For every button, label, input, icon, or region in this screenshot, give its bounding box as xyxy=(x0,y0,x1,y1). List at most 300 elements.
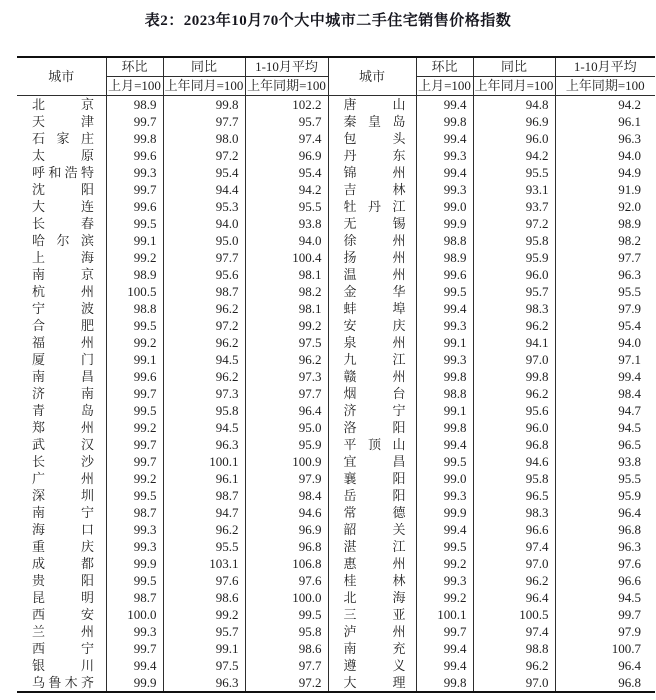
value-cell: 99.1 xyxy=(106,351,163,368)
value-cell: 99.6 xyxy=(106,368,163,385)
city-cell xyxy=(328,164,416,181)
table-row xyxy=(17,487,655,504)
city-cell xyxy=(328,674,416,692)
table-row xyxy=(17,657,655,674)
city-cell xyxy=(17,215,106,232)
city-cell xyxy=(17,198,106,215)
value-cell: 99.7 xyxy=(106,385,163,402)
value-cell: 95.4 xyxy=(245,164,328,181)
value-cell: 98.9 xyxy=(106,96,163,114)
value-cell: 99.2 xyxy=(106,334,163,351)
value-cell: 94.0 xyxy=(555,334,655,351)
table-row xyxy=(17,351,655,368)
subheader-yoy-base-left: 上年同月=100 xyxy=(163,77,245,96)
table-row xyxy=(17,589,655,606)
city-cell xyxy=(328,640,416,657)
city-name: 武 汉 xyxy=(32,437,94,452)
value-cell: 99.5 xyxy=(106,317,163,334)
city-cell xyxy=(328,402,416,419)
city-cell xyxy=(17,402,106,419)
value-cell: 99.9 xyxy=(416,215,473,232)
city-name: 成 都 xyxy=(32,556,94,571)
value-cell: 94.0 xyxy=(245,232,328,249)
table-row xyxy=(17,674,655,692)
value-cell: 97.2 xyxy=(163,317,245,334)
table-row xyxy=(17,147,655,164)
header-row-main xyxy=(17,57,655,77)
value-cell: 94.5 xyxy=(163,419,245,436)
city-cell xyxy=(17,317,106,334)
value-cell: 94.2 xyxy=(555,96,655,114)
table-row xyxy=(17,283,655,300)
value-cell: 96.2 xyxy=(473,572,555,589)
value-cell: 95.7 xyxy=(163,623,245,640)
value-cell: 97.9 xyxy=(555,300,655,317)
table-row xyxy=(17,385,655,402)
city-cell xyxy=(17,249,106,266)
value-cell: 100.1 xyxy=(163,453,245,470)
value-cell: 99.1 xyxy=(416,334,473,351)
value-cell: 99.4 xyxy=(555,368,655,385)
value-cell: 99.8 xyxy=(473,368,555,385)
city-name: 天 津 xyxy=(32,114,94,129)
value-cell: 95.8 xyxy=(473,232,555,249)
city-name: 温 州 xyxy=(343,267,406,282)
table-body xyxy=(17,96,655,693)
header-mom-left: 环比 xyxy=(106,57,163,77)
value-cell: 96.2 xyxy=(473,657,555,674)
value-cell: 97.9 xyxy=(555,623,655,640)
value-cell: 106.8 xyxy=(245,555,328,572)
value-cell: 99.7 xyxy=(106,640,163,657)
table-row xyxy=(17,572,655,589)
city-cell xyxy=(17,130,106,147)
value-cell: 99.4 xyxy=(416,164,473,181)
value-cell: 99.4 xyxy=(416,130,473,147)
value-cell: 95.8 xyxy=(473,470,555,487)
city-cell xyxy=(17,589,106,606)
city-name: 沈 阳 xyxy=(32,182,94,197)
value-cell: 94.6 xyxy=(473,453,555,470)
table-row xyxy=(17,504,655,521)
city-name: 哈 尔 滨 xyxy=(32,233,94,248)
table-row xyxy=(17,623,655,640)
value-cell: 95.4 xyxy=(555,317,655,334)
value-cell: 97.3 xyxy=(163,385,245,402)
value-cell: 95.3 xyxy=(163,198,245,215)
value-cell: 97.1 xyxy=(555,351,655,368)
table-row xyxy=(17,181,655,198)
value-cell: 97.7 xyxy=(245,657,328,674)
city-name: 常 德 xyxy=(343,505,406,520)
city-name: 兰 州 xyxy=(32,624,94,639)
value-cell: 99.1 xyxy=(416,402,473,419)
value-cell: 96.4 xyxy=(473,589,555,606)
value-cell: 93.8 xyxy=(245,215,328,232)
value-cell: 99.5 xyxy=(106,572,163,589)
table-row xyxy=(17,198,655,215)
city-cell xyxy=(328,249,416,266)
value-cell: 96.0 xyxy=(473,419,555,436)
value-cell: 97.6 xyxy=(555,555,655,572)
value-cell: 94.7 xyxy=(555,402,655,419)
value-cell: 98.9 xyxy=(555,215,655,232)
value-cell: 98.2 xyxy=(245,283,328,300)
value-cell: 99.0 xyxy=(416,198,473,215)
value-cell: 97.0 xyxy=(473,351,555,368)
city-name: 无 锡 xyxy=(343,216,406,231)
value-cell: 96.9 xyxy=(245,147,328,164)
city-name: 南 京 xyxy=(32,267,94,282)
city-name: 北 海 xyxy=(343,590,406,605)
city-cell xyxy=(17,538,106,555)
city-cell xyxy=(328,538,416,555)
value-cell: 99.2 xyxy=(106,419,163,436)
value-cell: 99.2 xyxy=(106,470,163,487)
value-cell: 99.3 xyxy=(106,164,163,181)
city-name: 济 宁 xyxy=(343,403,406,418)
value-cell: 98.7 xyxy=(163,487,245,504)
value-cell: 99.8 xyxy=(106,130,163,147)
city-cell xyxy=(17,640,106,657)
value-cell: 96.3 xyxy=(555,538,655,555)
value-cell: 97.0 xyxy=(473,555,555,572)
city-cell xyxy=(17,164,106,181)
city-cell xyxy=(328,606,416,623)
value-cell: 97.9 xyxy=(245,470,328,487)
value-cell: 97.4 xyxy=(473,623,555,640)
value-cell: 99.5 xyxy=(106,487,163,504)
city-name: 唐 山 xyxy=(343,97,406,112)
city-name: 牡 丹 江 xyxy=(343,199,406,214)
value-cell: 98.6 xyxy=(245,640,328,657)
value-cell: 94.5 xyxy=(555,419,655,436)
city-cell xyxy=(328,113,416,130)
value-cell: 98.9 xyxy=(106,266,163,283)
value-cell: 99.8 xyxy=(416,674,473,692)
city-cell xyxy=(328,504,416,521)
city-name: 呼 和 浩 特 xyxy=(32,165,94,180)
value-cell: 99.6 xyxy=(416,266,473,283)
table-header xyxy=(17,57,655,96)
city-name: 惠 州 xyxy=(343,556,406,571)
city-cell xyxy=(328,181,416,198)
city-cell xyxy=(17,232,106,249)
city-name: 海 口 xyxy=(32,522,94,537)
table-row xyxy=(17,334,655,351)
city-cell xyxy=(17,181,106,198)
value-cell: 98.7 xyxy=(106,589,163,606)
value-cell: 96.3 xyxy=(163,674,245,692)
value-cell: 96.9 xyxy=(245,521,328,538)
value-cell: 97.4 xyxy=(245,130,328,147)
value-cell: 98.9 xyxy=(416,249,473,266)
city-name: 西 宁 xyxy=(32,641,94,656)
city-cell xyxy=(17,385,106,402)
city-name: 岳 阳 xyxy=(343,488,406,503)
city-cell xyxy=(328,300,416,317)
value-cell: 100.5 xyxy=(106,283,163,300)
value-cell: 96.2 xyxy=(163,521,245,538)
value-cell: 98.0 xyxy=(163,130,245,147)
value-cell: 99.7 xyxy=(106,453,163,470)
city-name: 西 安 xyxy=(32,607,94,622)
value-cell: 99.4 xyxy=(416,96,473,114)
value-cell: 99.3 xyxy=(416,317,473,334)
city-cell xyxy=(17,470,106,487)
value-cell: 99.7 xyxy=(106,436,163,453)
table-row xyxy=(17,113,655,130)
table-row xyxy=(17,402,655,419)
value-cell: 93.1 xyxy=(473,181,555,198)
city-name: 遵 义 xyxy=(343,658,406,673)
city-name: 锦 州 xyxy=(343,165,406,180)
value-cell: 99.5 xyxy=(416,453,473,470)
city-cell xyxy=(328,351,416,368)
value-cell: 99.5 xyxy=(106,215,163,232)
city-cell xyxy=(17,351,106,368)
city-name: 韶 关 xyxy=(343,522,406,537)
value-cell: 94.0 xyxy=(163,215,245,232)
table-row xyxy=(17,164,655,181)
table-row xyxy=(17,538,655,555)
table-row xyxy=(17,470,655,487)
city-name: 吉 林 xyxy=(343,182,406,197)
city-name: 郑 州 xyxy=(32,420,94,435)
value-cell: 99.1 xyxy=(163,640,245,657)
value-cell: 100.5 xyxy=(473,606,555,623)
header-city-left: 城市 xyxy=(17,57,106,96)
value-cell: 99.7 xyxy=(416,623,473,640)
value-cell: 98.7 xyxy=(163,283,245,300)
city-name: 九 江 xyxy=(343,352,406,367)
value-cell: 99.2 xyxy=(245,317,328,334)
city-cell xyxy=(17,419,106,436)
table-row xyxy=(17,453,655,470)
city-cell xyxy=(328,555,416,572)
city-name: 平 顶 山 xyxy=(343,437,406,452)
city-name: 深 圳 xyxy=(32,488,94,503)
value-cell: 100.0 xyxy=(245,589,328,606)
value-cell: 95.6 xyxy=(473,402,555,419)
city-cell xyxy=(328,96,416,114)
value-cell: 96.2 xyxy=(163,300,245,317)
city-name: 赣 州 xyxy=(343,369,406,384)
value-cell: 99.1 xyxy=(106,232,163,249)
city-cell xyxy=(328,198,416,215)
value-cell: 99.4 xyxy=(416,521,473,538)
value-cell: 96.8 xyxy=(245,538,328,555)
value-cell: 95.9 xyxy=(555,487,655,504)
table-row xyxy=(17,606,655,623)
city-cell xyxy=(17,96,106,114)
value-cell: 96.6 xyxy=(473,521,555,538)
table-row xyxy=(17,249,655,266)
value-cell: 99.9 xyxy=(106,674,163,692)
city-name: 北 京 xyxy=(32,97,94,112)
value-cell: 96.5 xyxy=(473,487,555,504)
header-avg-right: 1-10月平均 xyxy=(555,57,655,77)
value-cell: 99.4 xyxy=(106,657,163,674)
city-name: 长 春 xyxy=(32,216,94,231)
value-cell: 94.6 xyxy=(245,504,328,521)
value-cell: 96.1 xyxy=(163,470,245,487)
subheader-avg-base-left: 上年同期=100 xyxy=(245,77,328,96)
city-name: 桂 林 xyxy=(343,573,406,588)
value-cell: 99.5 xyxy=(245,606,328,623)
header-city-right: 城市 xyxy=(328,57,416,96)
value-cell: 95.0 xyxy=(163,232,245,249)
table-row xyxy=(17,300,655,317)
value-cell: 97.6 xyxy=(163,572,245,589)
value-cell: 96.2 xyxy=(473,385,555,402)
city-cell xyxy=(17,555,106,572)
value-cell: 97.3 xyxy=(245,368,328,385)
value-cell: 99.2 xyxy=(106,249,163,266)
city-name: 宜 昌 xyxy=(343,454,406,469)
city-cell xyxy=(17,453,106,470)
city-name: 福 州 xyxy=(32,335,94,350)
value-cell: 99.8 xyxy=(163,96,245,114)
value-cell: 99.6 xyxy=(106,147,163,164)
city-cell xyxy=(17,504,106,521)
value-cell: 99.3 xyxy=(416,487,473,504)
value-cell: 96.2 xyxy=(245,351,328,368)
value-cell: 99.3 xyxy=(106,538,163,555)
value-cell: 99.4 xyxy=(416,657,473,674)
value-cell: 95.4 xyxy=(163,164,245,181)
value-cell: 99.5 xyxy=(416,283,473,300)
city-cell xyxy=(17,147,106,164)
value-cell: 96.0 xyxy=(473,266,555,283)
value-cell: 99.3 xyxy=(416,572,473,589)
city-cell xyxy=(17,113,106,130)
value-cell: 99.5 xyxy=(416,538,473,555)
value-cell: 100.4 xyxy=(245,249,328,266)
city-cell xyxy=(328,385,416,402)
value-cell: 96.2 xyxy=(473,317,555,334)
city-name: 泸 州 xyxy=(343,624,406,639)
value-cell: 99.2 xyxy=(163,606,245,623)
city-cell xyxy=(328,436,416,453)
city-cell xyxy=(328,266,416,283)
value-cell: 97.4 xyxy=(473,538,555,555)
city-name: 银 川 xyxy=(32,658,94,673)
value-cell: 98.1 xyxy=(245,266,328,283)
city-cell xyxy=(17,657,106,674)
value-cell: 98.2 xyxy=(555,232,655,249)
city-cell xyxy=(17,572,106,589)
value-cell: 94.5 xyxy=(555,589,655,606)
value-cell: 99.2 xyxy=(416,589,473,606)
value-cell: 95.6 xyxy=(163,266,245,283)
value-cell: 98.4 xyxy=(245,487,328,504)
city-name: 扬 州 xyxy=(343,250,406,265)
value-cell: 95.9 xyxy=(245,436,328,453)
value-cell: 94.4 xyxy=(163,181,245,198)
value-cell: 97.7 xyxy=(245,385,328,402)
value-cell: 96.4 xyxy=(555,657,655,674)
city-name: 襄 阳 xyxy=(343,471,406,486)
city-name: 包 头 xyxy=(343,131,406,146)
city-name: 泉 州 xyxy=(343,335,406,350)
value-cell: 98.8 xyxy=(106,300,163,317)
value-cell: 99.7 xyxy=(555,606,655,623)
value-cell: 97.5 xyxy=(245,334,328,351)
city-cell xyxy=(17,266,106,283)
city-name: 厦 门 xyxy=(32,352,94,367)
value-cell: 97.0 xyxy=(473,674,555,692)
value-cell: 99.9 xyxy=(416,504,473,521)
city-name: 徐 州 xyxy=(343,233,406,248)
value-cell: 99.8 xyxy=(416,419,473,436)
city-cell xyxy=(328,334,416,351)
value-cell: 99.0 xyxy=(416,470,473,487)
city-cell xyxy=(328,572,416,589)
city-cell xyxy=(17,436,106,453)
table-row xyxy=(17,317,655,334)
value-cell: 99.8 xyxy=(416,368,473,385)
value-cell: 95.5 xyxy=(473,164,555,181)
header-mom-right: 环比 xyxy=(416,57,473,77)
value-cell: 95.5 xyxy=(245,198,328,215)
value-cell: 103.1 xyxy=(163,555,245,572)
value-cell: 99.4 xyxy=(416,300,473,317)
value-cell: 96.3 xyxy=(555,266,655,283)
value-cell: 97.7 xyxy=(163,113,245,130)
value-cell: 99.5 xyxy=(106,402,163,419)
city-cell xyxy=(17,623,106,640)
value-cell: 96.2 xyxy=(163,368,245,385)
table-row xyxy=(17,232,655,249)
value-cell: 100.0 xyxy=(106,606,163,623)
value-cell: 94.2 xyxy=(245,181,328,198)
value-cell: 98.8 xyxy=(416,385,473,402)
value-cell: 93.8 xyxy=(555,453,655,470)
subheader-mom-base-left: 上月=100 xyxy=(106,77,163,96)
city-cell xyxy=(328,283,416,300)
value-cell: 96.3 xyxy=(555,130,655,147)
city-name: 湛 江 xyxy=(343,539,406,554)
value-cell: 99.4 xyxy=(416,640,473,657)
value-cell: 96.4 xyxy=(245,402,328,419)
value-cell: 97.7 xyxy=(163,249,245,266)
value-cell: 94.9 xyxy=(555,164,655,181)
value-cell: 97.5 xyxy=(163,657,245,674)
city-cell xyxy=(328,147,416,164)
value-cell: 96.4 xyxy=(555,504,655,521)
city-cell xyxy=(17,368,106,385)
city-name: 洛 阳 xyxy=(343,420,406,435)
city-cell xyxy=(17,674,106,692)
city-name: 济 南 xyxy=(32,386,94,401)
value-cell: 98.3 xyxy=(473,504,555,521)
header-avg-left: 1-10月平均 xyxy=(245,57,328,77)
city-name: 南 充 xyxy=(343,641,406,656)
value-cell: 99.3 xyxy=(106,521,163,538)
city-cell xyxy=(328,589,416,606)
value-cell: 98.7 xyxy=(106,504,163,521)
value-cell: 97.2 xyxy=(163,147,245,164)
city-cell xyxy=(328,368,416,385)
city-cell xyxy=(328,623,416,640)
value-cell: 94.2 xyxy=(473,147,555,164)
city-name: 宁 波 xyxy=(32,301,94,316)
city-cell xyxy=(17,487,106,504)
city-cell xyxy=(17,334,106,351)
city-name: 丹 东 xyxy=(343,148,406,163)
city-cell xyxy=(328,470,416,487)
